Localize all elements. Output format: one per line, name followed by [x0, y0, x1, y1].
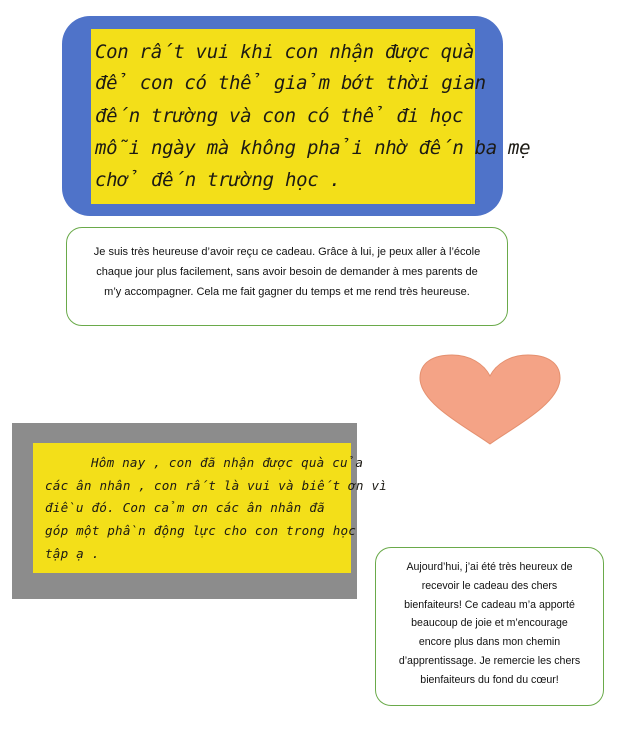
note-2-line: Hôm nay , con đã nhận được quà của [91, 455, 364, 470]
translation-2-line: bienfaiteurs! Ce cadeau m’a apporté [404, 598, 575, 611]
translation-2-box [375, 547, 604, 706]
note-1-line: Con rất vui khi con nhận được quà [95, 41, 475, 63]
note-2-line: các ân nhân , con rất là vui và biết ơn vì [45, 478, 388, 493]
note-1-line: đến trường và con có thể đi học [95, 105, 464, 127]
note-1-line: chở đến trường học . [95, 169, 341, 191]
note-1-line: để con có thể giảm bớt thời gian [95, 72, 486, 94]
translation-1-line: m’y accompagner. Cela me fait gagner du temps et me rend très heureuse. [104, 286, 470, 298]
heart-icon [418, 354, 562, 446]
note-2-line: góp một phần động lực cho con trong học [45, 523, 357, 538]
note-2-handwritten-paper [33, 443, 388, 573]
translation-1-line: chaque jour plus facilement, sans avoir besoin de demander à mes parents de [96, 266, 478, 278]
note-1-handwritten-paper [91, 29, 531, 204]
translation-2-line: recevoir le cadeau des chers [421, 579, 558, 592]
translation-2-line: encore plus dans mon chemin [418, 636, 561, 649]
translation-1-box [66, 227, 508, 326]
translation-2-line: Aujourd’hui, j’ai été très heureux de [406, 561, 573, 573]
translation-2-line: bienfaiteurs du fond du cœur! [420, 673, 559, 686]
note-1-line: mỗi ngày mà không phải nhờ đến ba mẹ [95, 137, 531, 159]
note-2-line: điều đó. Con cảm ơn các ân nhân đã [45, 500, 325, 515]
translation-2-line: beaucoup de joie et m’encourage [411, 617, 568, 630]
note-2-line: tập ạ . [45, 546, 100, 561]
translation-2-line: d’apprentissage. Je remercie les chers [398, 654, 581, 667]
translation-1-line: Je suis très heureuse d’avoir reçu ce cadeau. Grâce à lui, je peux aller à l’école [93, 246, 481, 258]
